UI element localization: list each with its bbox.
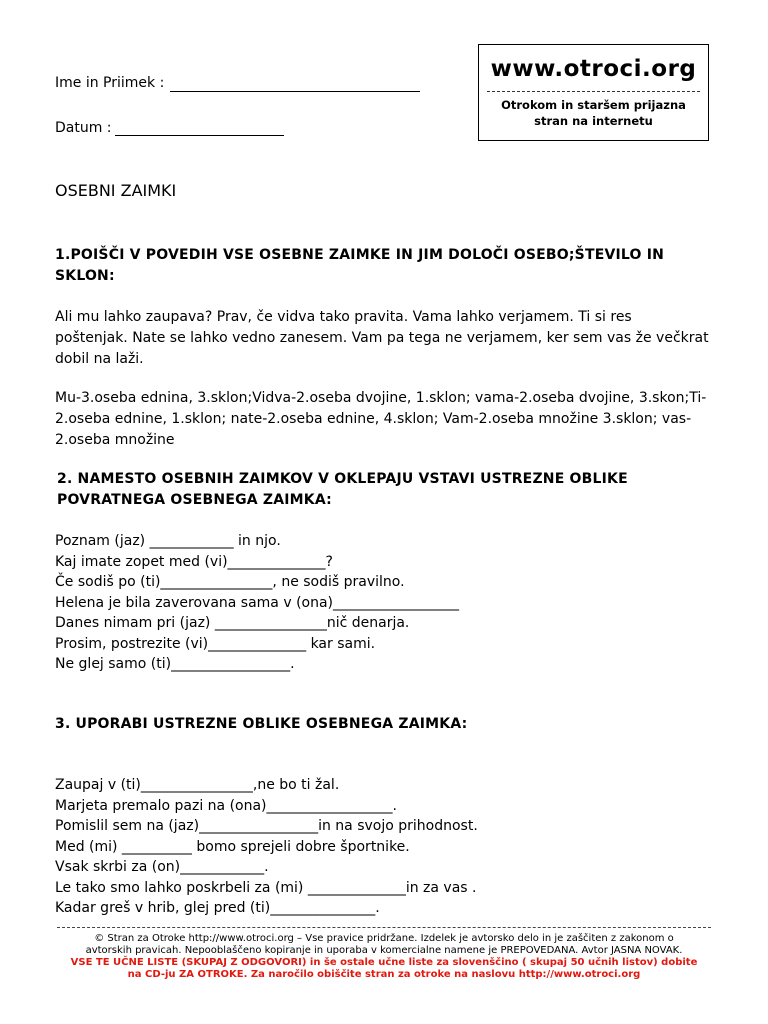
ex3-item[interactable]: Vsak skrbi za (on)____________. bbox=[55, 859, 269, 875]
ex3-item[interactable]: Le tako smo lahko poskrbeli za (mi) ______________in za vas . bbox=[55, 879, 477, 896]
footer-divider bbox=[57, 927, 711, 928]
footer-promo-2: na CD-ju ZA OTROKE. Za naročilo obiščite stran za otroke na naslovu http://www.otroci.org bbox=[127, 969, 641, 980]
ex1-answer-line: 2.oseba množine bbox=[55, 432, 175, 448]
ex1-answer-line: 2.oseba ednine, 1.sklon; nate-2.oseba ednine, 4.sklon; Vam-2.oseba množine 3.sklon; vas- bbox=[55, 411, 692, 427]
ex1-answer bbox=[55, 388, 725, 451]
logo-tagline bbox=[479, 97, 708, 129]
ex2-item[interactable]: Poznam (jaz) ____________ in njo. bbox=[55, 533, 281, 549]
ex1-text-line: poštenjak. Nate se lahko vedno zanesem. Vam pa tega ne verjamem, ker sem vas že večkrat bbox=[55, 330, 709, 346]
ex2-heading bbox=[57, 469, 727, 511]
ex2-item[interactable]: Ne glej samo (ti)_________________. bbox=[55, 656, 295, 672]
footer-copyright: © Stran za Otroke http://www.otroci.org – Vse pravice pridržane. Izdelek je avtorsko delo in je zaščiten z zakonom o bbox=[94, 933, 674, 944]
site-logo bbox=[478, 44, 709, 141]
name-label: Ime in Priimek : bbox=[55, 75, 165, 91]
ex1-text bbox=[55, 307, 725, 370]
ex3-item[interactable]: Med (mi) __________ bomo sprejeli dobre športnike. bbox=[55, 838, 410, 855]
logo-tagline-1: Otrokom in staršem prijazna bbox=[501, 98, 686, 112]
ex2-item[interactable]: Kaj imate zopet med (vi)______________? bbox=[55, 553, 333, 570]
ex3-item[interactable]: Marjeta premalo pazi na (ona)__________________. bbox=[55, 797, 397, 814]
date-line[interactable] bbox=[115, 135, 284, 136]
footer bbox=[57, 933, 711, 981]
footer-notice: avtorskih pravicah. Nepooblaščeno kopiranje in uporaba v komercialne namene je PREPOVEDANA. Avtor JASNA NOVAK. bbox=[85, 945, 683, 956]
ex1-heading bbox=[55, 245, 725, 287]
ex2-list bbox=[55, 531, 459, 675]
ex1-heading-line-2: SKLON: bbox=[55, 268, 115, 284]
ex2-item[interactable]: Če sodiš po (ti)________________, ne sodiš pravilno. bbox=[55, 574, 405, 590]
footer-promo-1: VSE TE UČNE LISTE (SKUPAJ Z ODGOVORI) in še ostale učne liste za slovenščino ( skupaj 50 učnih listov) dobite bbox=[70, 957, 698, 968]
ex2-heading-line-2: POVRATNEGA OSEBNEGA ZAIMKA: bbox=[57, 492, 332, 508]
ex2-item[interactable]: Danes nimam pri (jaz) ________________nič denarja. bbox=[55, 615, 410, 631]
ex2-item[interactable]: Helena je bila zaverovana sama v (ona)__________________ bbox=[55, 594, 460, 611]
name-field[interactable] bbox=[55, 75, 164, 91]
ex1-heading-line-1: 1.POIŠČI V POVEDIH VSE OSEBNE ZAIMKE IN JIM DOLOČI OSEBO;ŠTEVILO IN bbox=[55, 247, 665, 263]
ex1-answer-line: Mu-3.oseba ednina, 3.sklon;Vidva-2.oseba dvojine, 1.sklon; vama-2.oseba dvojine, 3.skon;Ti- bbox=[55, 390, 707, 406]
ex1-text-line: Ali mu lahko zaupava? Prav, če vidva tako pravita. Vama lahko verjamem. Ti si res bbox=[55, 309, 632, 325]
ex1-text-line: dobil na laži. bbox=[55, 351, 144, 367]
ex3-item[interactable]: Kadar greš v hrib, glej pred (ti)_______________. bbox=[55, 900, 380, 916]
name-line[interactable] bbox=[170, 91, 420, 92]
ex2-heading-line-1: 2. NAMESTO OSEBNIH ZAIMKOV V OKLEPAJU VSTAVI USTREZNE OBLIKE bbox=[57, 471, 628, 487]
page-title: OSEBNI ZAIMKI bbox=[55, 181, 177, 200]
ex2-item[interactable]: Prosim, postrezite (vi)______________ kar sami. bbox=[55, 635, 376, 652]
ex3-item[interactable]: Pomislil sem na (jaz)_________________in na svojo prihodnost. bbox=[55, 818, 478, 834]
ex3-list bbox=[55, 775, 478, 919]
date-field[interactable] bbox=[55, 120, 112, 136]
logo-divider bbox=[487, 91, 700, 92]
ex3-heading: 3. UPORABI USTREZNE OBLIKE OSEBNEGA ZAIMKA: bbox=[55, 716, 468, 732]
ex3-item[interactable]: Zaupaj v (ti)________________,ne bo ti žal. bbox=[55, 777, 340, 793]
date-label: Datum : bbox=[55, 120, 112, 136]
logo-tagline-2: stran na internetu bbox=[534, 114, 653, 128]
logo-url: www.otroci.org bbox=[490, 56, 697, 82]
